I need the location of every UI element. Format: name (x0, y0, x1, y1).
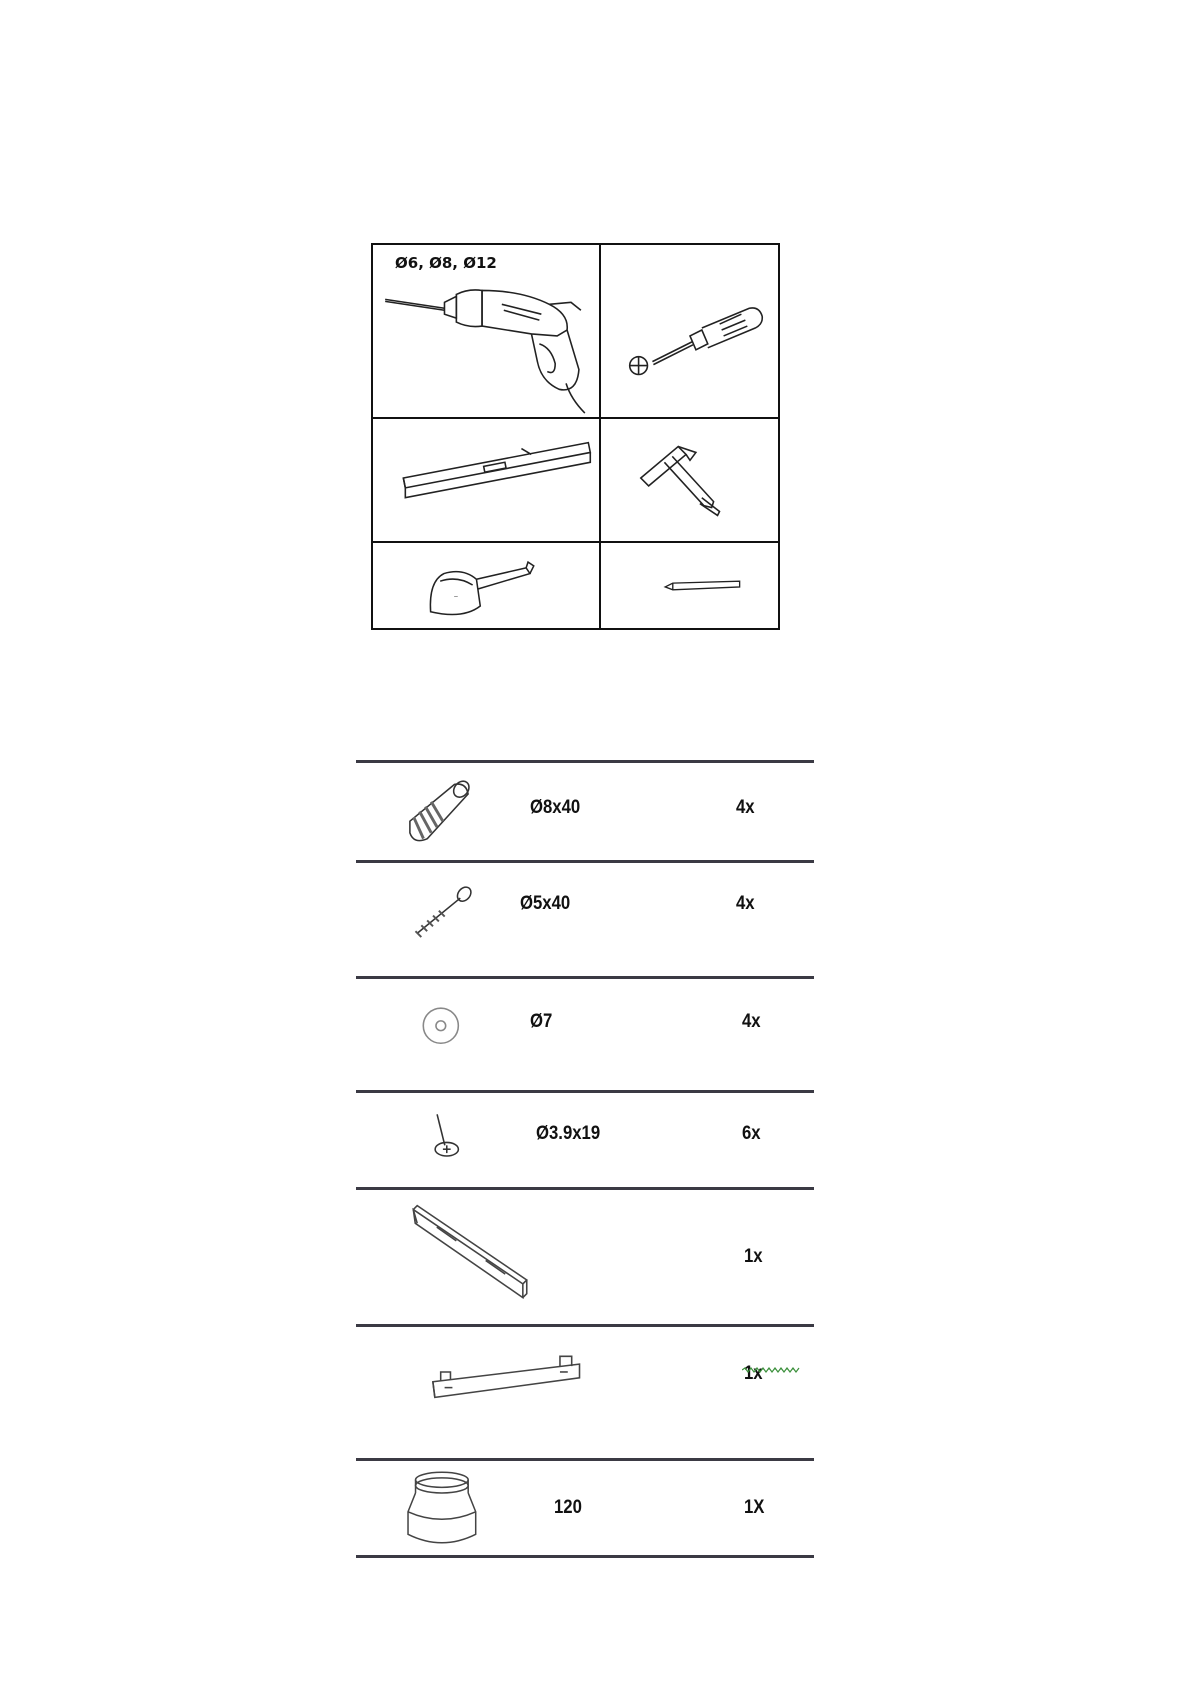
part-quantity: 1x (744, 1363, 763, 1384)
washer-icon (356, 979, 586, 1090)
spellcheck-underline (742, 1367, 800, 1373)
part-quantity: 1x (744, 1246, 763, 1267)
part-quantity: 4x (742, 1011, 761, 1032)
screwdriver-icon (601, 245, 778, 417)
part-row (356, 1324, 814, 1458)
pencil-icon (601, 543, 778, 628)
tools-grid (371, 243, 780, 630)
spirit-level-icon (373, 419, 599, 541)
tape-measure-icon (373, 543, 599, 628)
tool-cell-tape-measure (373, 543, 601, 628)
part-quantity: 4x (736, 797, 755, 818)
part-row (356, 860, 814, 976)
part-size: Ø8x40 (530, 797, 581, 818)
svg-text:~: ~ (453, 594, 459, 601)
part-row (356, 760, 814, 860)
tool-cell-hammer (601, 419, 778, 543)
hanging-rail-icon (356, 1327, 586, 1458)
hammer-icon (601, 419, 778, 541)
part-size: 120 (554, 1497, 582, 1518)
tool-cell-screwdriver (601, 245, 778, 419)
screw-icon (356, 863, 586, 976)
parts-list (356, 760, 814, 1558)
drill-icon (373, 245, 599, 417)
tool-cell-drill (373, 245, 601, 419)
duct-adapter-icon (356, 1461, 586, 1555)
drill-bit-sizes: Ø6, Ø8, Ø12 (395, 254, 497, 272)
part-size: Ø3.9x19 (536, 1123, 601, 1144)
part-row (356, 976, 814, 1090)
tool-cell-pencil (601, 543, 778, 628)
part-row (356, 1090, 814, 1187)
part-quantity: 6x (742, 1123, 761, 1144)
part-quantity: 1X (744, 1497, 765, 1518)
part-size: Ø5x40 (520, 893, 571, 914)
tool-cell-spirit-level (373, 419, 601, 543)
part-row (356, 1458, 814, 1558)
mounting-bracket-icon (356, 1190, 586, 1324)
part-quantity: 4x (736, 893, 755, 914)
part-size: Ø7 (530, 1011, 553, 1032)
part-row (356, 1187, 814, 1324)
